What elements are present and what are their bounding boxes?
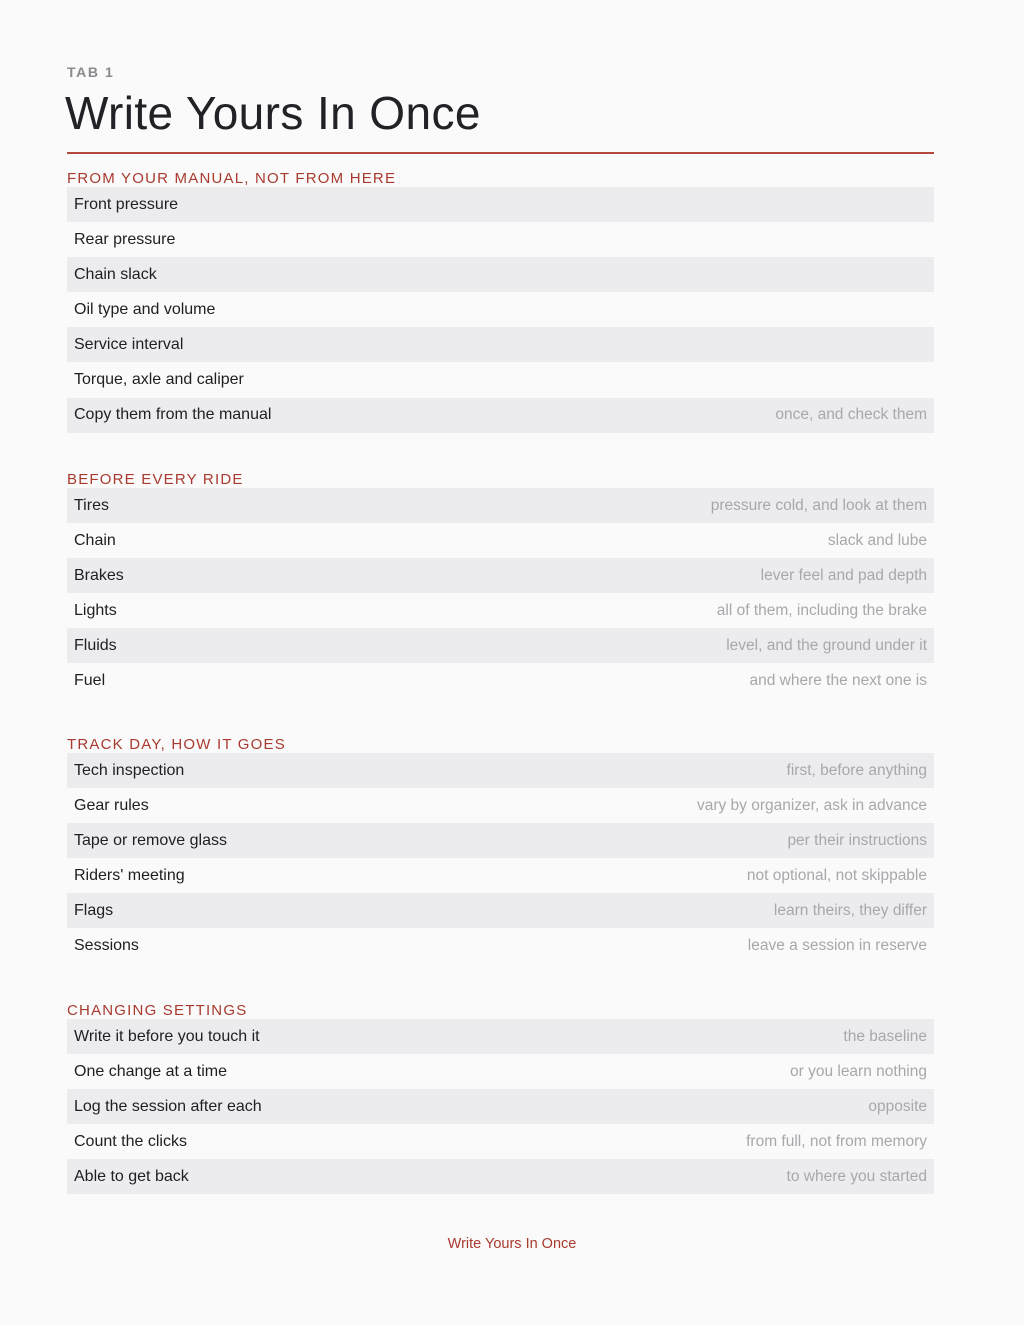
row-label: Tech inspection <box>74 761 185 779</box>
checklist-row <box>67 893 934 928</box>
row-label: Front pressure <box>74 195 179 213</box>
checklist-row <box>67 663 934 698</box>
row-label: Riders' meeting <box>74 866 185 884</box>
row-note: per their instructions <box>787 831 927 849</box>
row-note: learn theirs, they differ <box>773 901 927 919</box>
row-note: or you learn nothing <box>789 1062 927 1080</box>
row-label: Torque, axle and caliper <box>74 371 244 389</box>
section-track-day <box>67 736 934 964</box>
row-note: and where the next one is <box>749 672 927 690</box>
row-label: Able to get back <box>74 1167 189 1185</box>
checklist-row <box>67 523 934 558</box>
section-from-manual <box>67 170 934 433</box>
row-label: Sessions <box>74 937 139 955</box>
section-changing-settings <box>67 1002 934 1194</box>
checklist-row <box>67 292 934 327</box>
row-label: Log the session after each <box>74 1097 262 1115</box>
tab-label: TAB 1 <box>67 64 115 80</box>
row-label: Chain <box>74 531 116 549</box>
checklist-row <box>67 1159 934 1194</box>
row-note: level, and the ground under it <box>726 636 927 654</box>
checklist-row <box>67 1124 934 1159</box>
checklist-rows <box>67 1019 934 1194</box>
row-label: One change at a time <box>74 1062 227 1080</box>
row-note: leave a session in reserve <box>747 937 927 955</box>
row-label: Oil type and volume <box>74 300 216 318</box>
checklist-rows <box>67 488 934 699</box>
row-note: slack and lube <box>827 531 927 549</box>
checklist-row <box>67 257 934 292</box>
checklist-row <box>67 1019 934 1054</box>
checklist-row <box>67 222 934 257</box>
section-before-every-ride <box>67 471 934 699</box>
checklist-rows <box>67 753 934 964</box>
checklist-row <box>67 1054 934 1089</box>
checklist-row <box>67 327 934 362</box>
checklist-row <box>67 858 934 893</box>
checklist-row <box>67 488 934 523</box>
row-label: Chain slack <box>74 265 157 283</box>
row-label: Copy them from the manual <box>74 406 272 424</box>
row-label: Flags <box>74 901 114 919</box>
row-label: Tires <box>74 496 109 514</box>
section-heading: BEFORE EVERY RIDE <box>67 471 244 488</box>
row-label: Tape or remove glass <box>74 831 227 849</box>
row-label: Count the clicks <box>74 1132 187 1150</box>
row-note: first, before anything <box>786 761 927 779</box>
row-label: Fuel <box>74 672 106 690</box>
row-note: all of them, including the brake <box>716 601 927 619</box>
page-footer: Write Yours In Once <box>447 1236 577 1252</box>
row-label: Service interval <box>74 335 184 353</box>
row-note: once, and check them <box>775 406 927 424</box>
checklist-row <box>67 362 934 397</box>
row-label: Brakes <box>74 566 124 584</box>
row-label: Gear rules <box>74 796 149 814</box>
row-label: Fluids <box>74 636 117 654</box>
row-label: Lights <box>74 601 117 619</box>
checklist-row <box>67 628 934 663</box>
row-note: not optional, not skippable <box>746 866 927 884</box>
checklist-row <box>67 823 934 858</box>
row-note: from full, not from memory <box>746 1132 927 1150</box>
row-note: to where you started <box>786 1167 927 1185</box>
row-note: pressure cold, and look at them <box>710 496 927 514</box>
section-heading: CHANGING SETTINGS <box>67 1002 248 1019</box>
checklist-row <box>67 398 934 433</box>
row-note: vary by organizer, ask in advance <box>696 796 927 814</box>
checklist-row <box>67 593 934 628</box>
title-divider <box>67 152 934 154</box>
row-label: Rear pressure <box>74 230 176 248</box>
row-note: the baseline <box>843 1027 927 1045</box>
checklist-row <box>67 1089 934 1124</box>
row-label: Write it before you touch it <box>74 1027 260 1045</box>
checklist-row <box>67 753 934 788</box>
checklist-row <box>67 558 934 593</box>
checklist-row <box>67 187 934 222</box>
checklist-row <box>67 788 934 823</box>
checklist-rows <box>67 187 934 433</box>
checklist-row <box>67 928 934 963</box>
row-note: opposite <box>868 1097 927 1115</box>
page-title: Write Yours In Once <box>65 87 481 139</box>
section-heading: FROM YOUR MANUAL, NOT FROM HERE <box>67 170 397 187</box>
row-note: lever feel and pad depth <box>760 566 927 584</box>
section-heading: TRACK DAY, HOW IT GOES <box>67 736 286 753</box>
